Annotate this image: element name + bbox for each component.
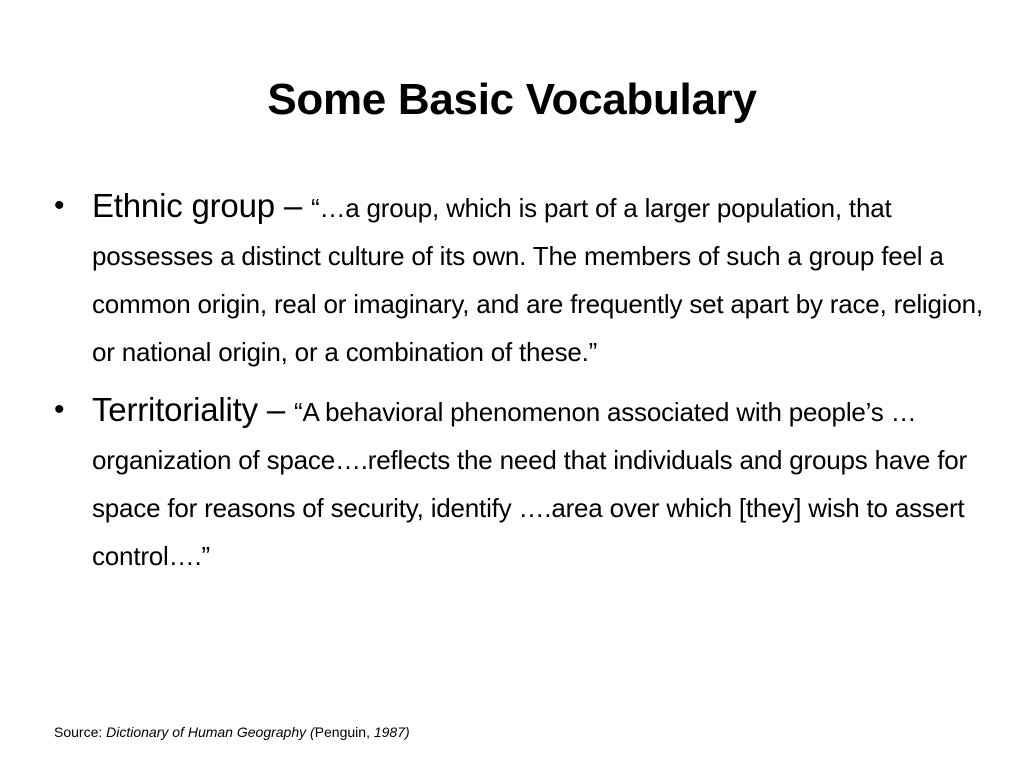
bullet-list [54, 182, 994, 590]
bullet-text [92, 182, 994, 376]
term-territoriality: Territoriality – [92, 391, 294, 428]
bullet-item-territoriality [54, 386, 994, 580]
source-publisher: Penguin, [314, 724, 374, 740]
bullet-item-ethnic-group [54, 182, 994, 376]
source-label: Source: [54, 724, 107, 740]
source-book-title: Dictionary of Human Geography ( [106, 724, 315, 740]
source-citation [54, 723, 410, 741]
bullet-marker: • [54, 393, 65, 426]
bullet-text [92, 386, 994, 580]
source-year: 1987) [373, 724, 410, 740]
bullet-marker: • [54, 189, 65, 222]
definition-ethnic-group: “…a group, which is part of a larger population, that possesses a distinct culture of its own. The members of such a group feel a common origin, real or imaginary, and are frequently set apart by race, religion, or national origin, or a combination of these.” [92, 193, 983, 367]
term-ethnic-group: Ethnic group – [92, 187, 311, 224]
slide-title: Some Basic Vocabulary [267, 75, 757, 124]
definition-territoriality: “A behavioral phenomenon associated with people’s …organization of space….reflects the need that individuals and groups have for space for reasons of security, identify ….area over which [they] wish to assert control….” [92, 397, 967, 571]
